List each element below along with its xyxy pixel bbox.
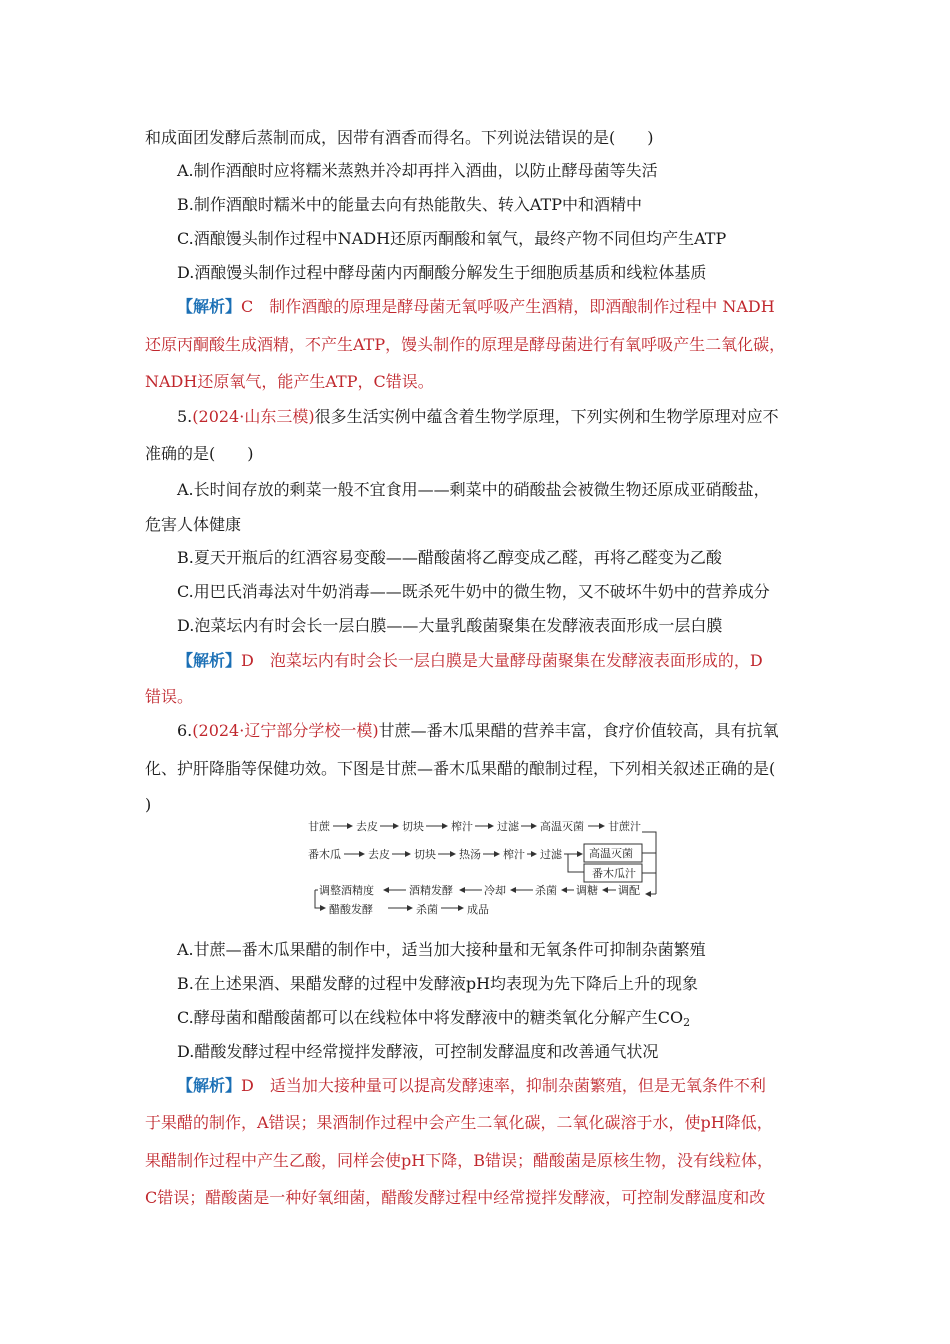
q6-stem-line-2: 化、护肝降脂等保健功效。下图是甘蔗—番木瓜果醋的酿制过程，下列相关叙述正确的是( [145,759,776,778]
flow-r1-filter: 过滤 [497,820,519,833]
q5-analysis-line-1: 【解析】D 泡菜坛内有时会长一层白膜是大量酵母菌聚集在发酵液表面形成的，D [177,651,763,670]
flow-gan-zhe: 甘蔗 [308,820,330,833]
flow-r1-sugarcane-juice: 甘蔗汁 [608,820,641,833]
q6-option-a: A.甘蔗—番木瓜果醋的制作中，适当加大接种量和无氧条件可抑制杂菌繁殖 [177,940,706,959]
q5-source: (2024·山东三模) [192,407,315,426]
flow-acetic-ferment: 醋酸发酵 [329,903,373,916]
q4-option-c: C.酒酿馒头制作过程中NADH还原丙酮酸和氧气，最终产物不同但均产生ATP [177,229,727,248]
flow-r2-cut: 切块 [414,848,436,861]
q6-analysis-line-1: 【解析】D 适当加大接种量可以提高发酵速率，抑制杂菌繁殖，但是无氧条件不利 [177,1076,766,1095]
q6-option-c: C.酵母菌和醋酸菌都可以在线粒体中将发酵液中的糖类氧化分解产生$CO_2$ [177,1008,691,1029]
flow-papaya: 番木瓜 [308,848,341,861]
q6-option-d: D.醋酸发酵过程中经常搅拌发酵液，可控制发酵温度和改善通气状况 [177,1042,659,1061]
q4-analysis-tag: 【解析】 [177,297,242,316]
q5-option-a-cont: 危害人体健康 [145,515,242,534]
q4-analysis-line-2: 还原丙酮酸生成酒精，不产生ATP，馒头制作的原理是酵母菌进行有氧呼吸产生二氧化碳， [145,335,786,354]
q6-option-b: B.在上述果酒、果醋发酵的过程中发酵液pH均表现为先下降后上升的现象 [177,974,699,993]
flow-blend: 调配 [618,884,640,897]
flow-r1-juice: 榨汁 [451,820,473,833]
q4-analysis-line-3: NADH还原氧气，能产生ATP，C错误。 [145,372,434,391]
q5-analysis-tag: 【解析】 [177,651,242,670]
q4-analysis-line-1: 【解析】C 制作酒酿的原理是酵母菌无氧呼吸产生酒精，即酒酿制作过程中 NADH [177,297,775,316]
flow-r2-juice: 榨汁 [503,848,525,861]
flow-r2-papaya-juice: 番木瓜汁 [592,867,636,880]
q6-source: (2024·辽宁部分学校一模) [192,721,379,740]
q4-option-a: A.制作酒酿时应将糯米蒸熟并冷却再拌入酒曲，以防止酵母菌等失活 [177,161,658,180]
q6-analysis-line-4: C错误；醋酸菌是一种好氧细菌，醋酸发酵过程中经常搅拌发酵液，可控制发酵温度和改 [145,1188,766,1207]
flow-adjust-sugar: 调糖 [576,884,598,897]
flow-r1-peel: 去皮 [356,820,378,833]
intro-line: 和成面团发酵后蒸制而成，因带有酒香而得名。下列说法错误的是( ) [145,128,654,147]
flow-product: 成品 [467,903,489,916]
q6-stem-line-3: ) [145,795,152,814]
q5-analysis-line-2: 错误。 [145,687,194,706]
q6-stem-line-1: 6.(2024·辽宁部分学校一模)甘蔗—番木瓜果醋的营养丰富，食疗价值较高，具有抗氧 [177,721,779,740]
q6-analysis-line-2: 于果醋的制作，A错误；果酒制作过程中会产生二氧化碳，二氧化碳溶于水，使pH降低， [145,1113,773,1132]
process-flow-diagram [300,816,680,926]
flow-r2-sterilize: 高温灭菌 [589,847,633,860]
q5-option-a: A.长时间存放的剩菜一般不宜食用——剩菜中的硝酸盐会被微生物还原成亚硝酸盐， [177,480,770,499]
q6-analysis-tag: 【解析】 [177,1076,242,1095]
flow-r4-sterilize: 杀菌 [416,903,438,916]
flow-r2-peel: 去皮 [368,848,390,861]
q5-stem-line-1: 5.(2024·山东三模)很多生活实例中蕴含着生物学原理，下列实例和生物学原理对应不 [177,407,779,426]
q4-option-b: B.制作酒酿时糯米中的能量去向有热能散失、转入ATP中和酒精中 [177,195,642,214]
q5-option-b: B.夏天开瓶后的红酒容易变酸——醋酸菌将乙醇变成乙醛，再将乙醛变为乙酸 [177,548,722,567]
flow-r1-cut: 切块 [402,820,424,833]
flow-cool: 冷却 [484,884,506,897]
q5-option-d: D.泡菜坛内有时会长一层白膜——大量乳酸菌聚集在发酵液表面形成一层白膜 [177,616,723,635]
flow-r3-sterilize: 杀菌 [535,884,557,897]
q4-option-d: D.酒酿馒头制作过程中酵母菌内丙酮酸分解发生于细胞质基质和线粒体基质 [177,263,707,282]
flow-alcohol-ferment: 酒精发酵 [409,884,453,897]
flow-r1-sterilize: 高温灭菌 [540,820,584,833]
q6-analysis-line-3: 果醋制作过程中产生乙酸，同样会使pH下降，B错误；醋酸菌是原核生物，没有线粒体， [145,1151,773,1170]
q5-option-c: C.用巴氏消毒法对牛奶消毒——既杀死牛奶中的微生物，又不破坏牛奶中的营养成分 [177,582,770,601]
flow-r2-filter: 过滤 [540,848,562,861]
flow-r2-blanch: 热汤 [459,848,481,861]
q5-stem-line-2: 准确的是( ) [145,444,254,463]
flow-adjust-alcohol: 调整酒精度 [319,884,374,897]
